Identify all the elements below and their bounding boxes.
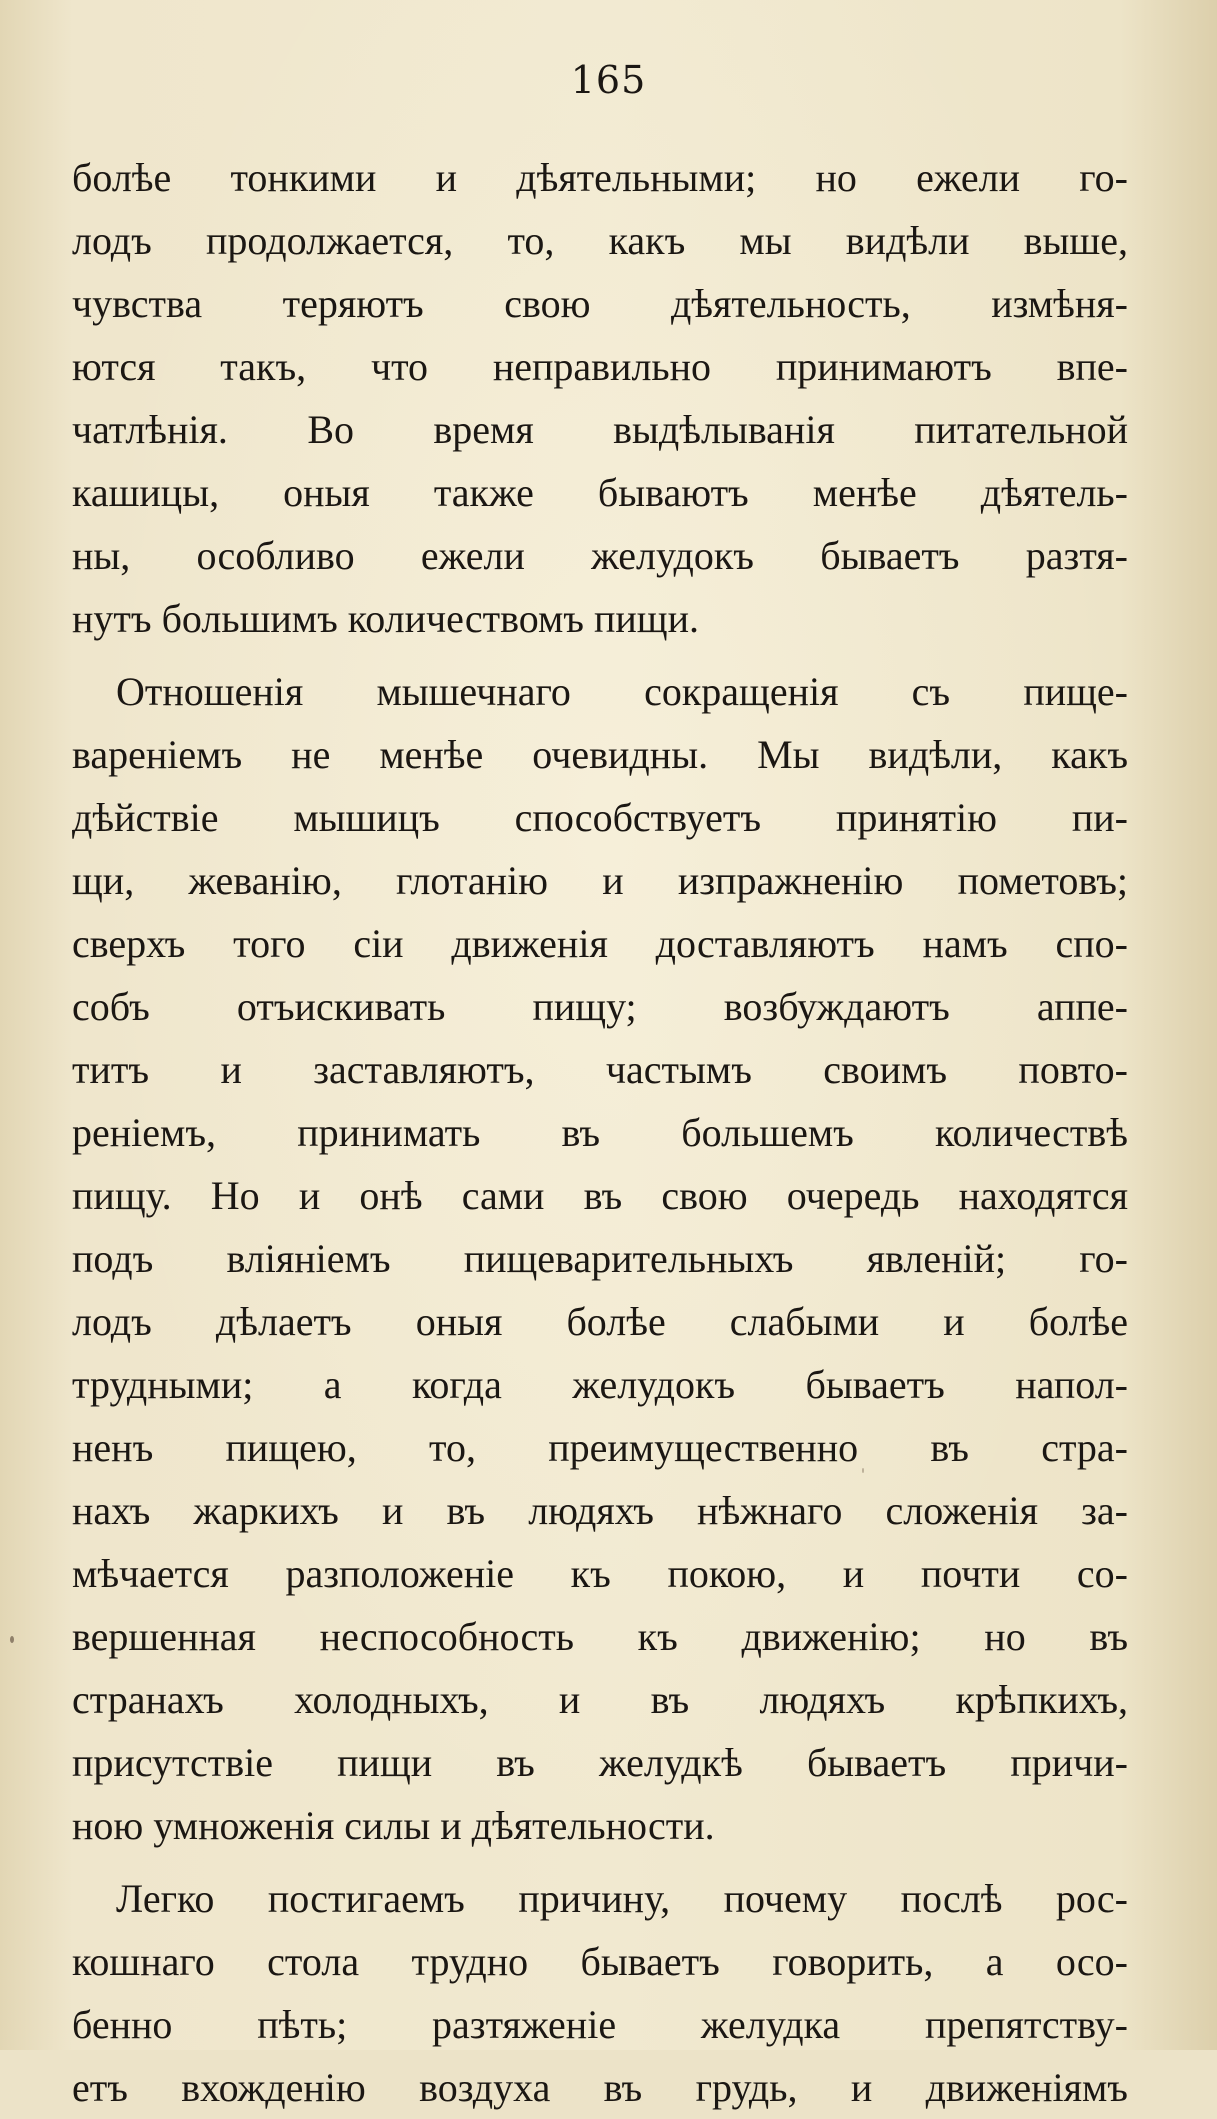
text-line: ненъ пищею, то, преимущественно въ стра-: [72, 1425, 1128, 1470]
text-line: чатлѣнія. Во время выдѣлыванія питательной: [72, 407, 1128, 452]
text-line: нахъ жаркихъ и въ людяхъ нѣжнаго сложенія за-: [72, 1488, 1128, 1533]
body-text: [72, 146, 1128, 2119]
text-line: ны, особливо ежели желудокъ бываетъ разтя-: [72, 533, 1128, 578]
text-line: дѣйствіе мышицъ способствуетъ принятію пи-: [72, 795, 1128, 840]
text-line: мѣчается разположеніе къ покою, и почти со-: [72, 1551, 1128, 1596]
text-line: ною умноженія силы и дѣятельности.: [72, 1803, 715, 1848]
text-line: ются такъ, что неправильно принимаютъ впе-: [72, 344, 1128, 389]
text-line: кашицы, оныя также бываютъ менѣе дѣятель-: [72, 470, 1128, 515]
text-line: сверхъ того сіи движенія доставляютъ намъ спо-: [72, 921, 1128, 966]
text-line: Отношенія мышечнаго сокращенія съ пище-: [116, 669, 1128, 714]
text-line: бенно пѣть; разтяженіе желудка препятству-: [72, 2002, 1128, 2047]
text-line: вершенная неспособность къ движенію; но въ: [72, 1614, 1128, 1659]
text-line: чувства теряютъ свою дѣятельность, измѣня-: [72, 281, 1128, 326]
text-line: лодъ дѣлаетъ оныя болѣе слабыми и болѣе: [72, 1299, 1128, 1344]
text-line: лодъ продолжается, то, какъ мы видѣли выше,: [72, 218, 1128, 263]
text-line: пищу. Но и онѣ сами въ свою очередь находятся: [72, 1173, 1128, 1218]
text-line: етъ вхожденію воздуха въ грудь, и движеніямъ: [72, 2065, 1128, 2110]
text-line: странахъ холодныхъ, и въ людяхъ крѣпкихъ,: [72, 1677, 1128, 1722]
text-line: болѣе тонкими и дѣятельными; но ежели го-: [72, 155, 1128, 200]
text-line: реніемъ, принимать въ большемъ количествѣ: [72, 1110, 1128, 1155]
page-number: 165: [570, 58, 647, 102]
text-line: Легко постигаемъ причину, почему послѣ рос-: [116, 1876, 1128, 1921]
text-line: подъ вліяніемъ пищеварительныхъ явленій; го-: [72, 1236, 1128, 1281]
text-line: присутствіе пищи въ желудкѣ бываетъ причи-: [72, 1740, 1128, 1785]
paper-speck: [10, 1636, 14, 1643]
text-line: вареніемъ не менѣе очевидны. Мы видѣли, какъ: [72, 732, 1128, 777]
text-line: нутъ большимъ количествомъ пищи.: [72, 596, 700, 641]
text-line: собъ отъискивать пищу; возбуждаютъ аппе-: [72, 984, 1128, 1029]
paper-speck: [862, 1468, 864, 1473]
text-line: титъ и заставляютъ, частымъ своимъ повто-: [72, 1047, 1128, 1092]
text-line: щи, жеванію, глотанію и изпражненію пометовъ;: [72, 858, 1128, 903]
text-line: трудными; а когда желудокъ бываетъ напол-: [72, 1362, 1128, 1407]
text-line: кошнаго стола трудно бываетъ говорить, а осо-: [72, 1939, 1128, 1984]
